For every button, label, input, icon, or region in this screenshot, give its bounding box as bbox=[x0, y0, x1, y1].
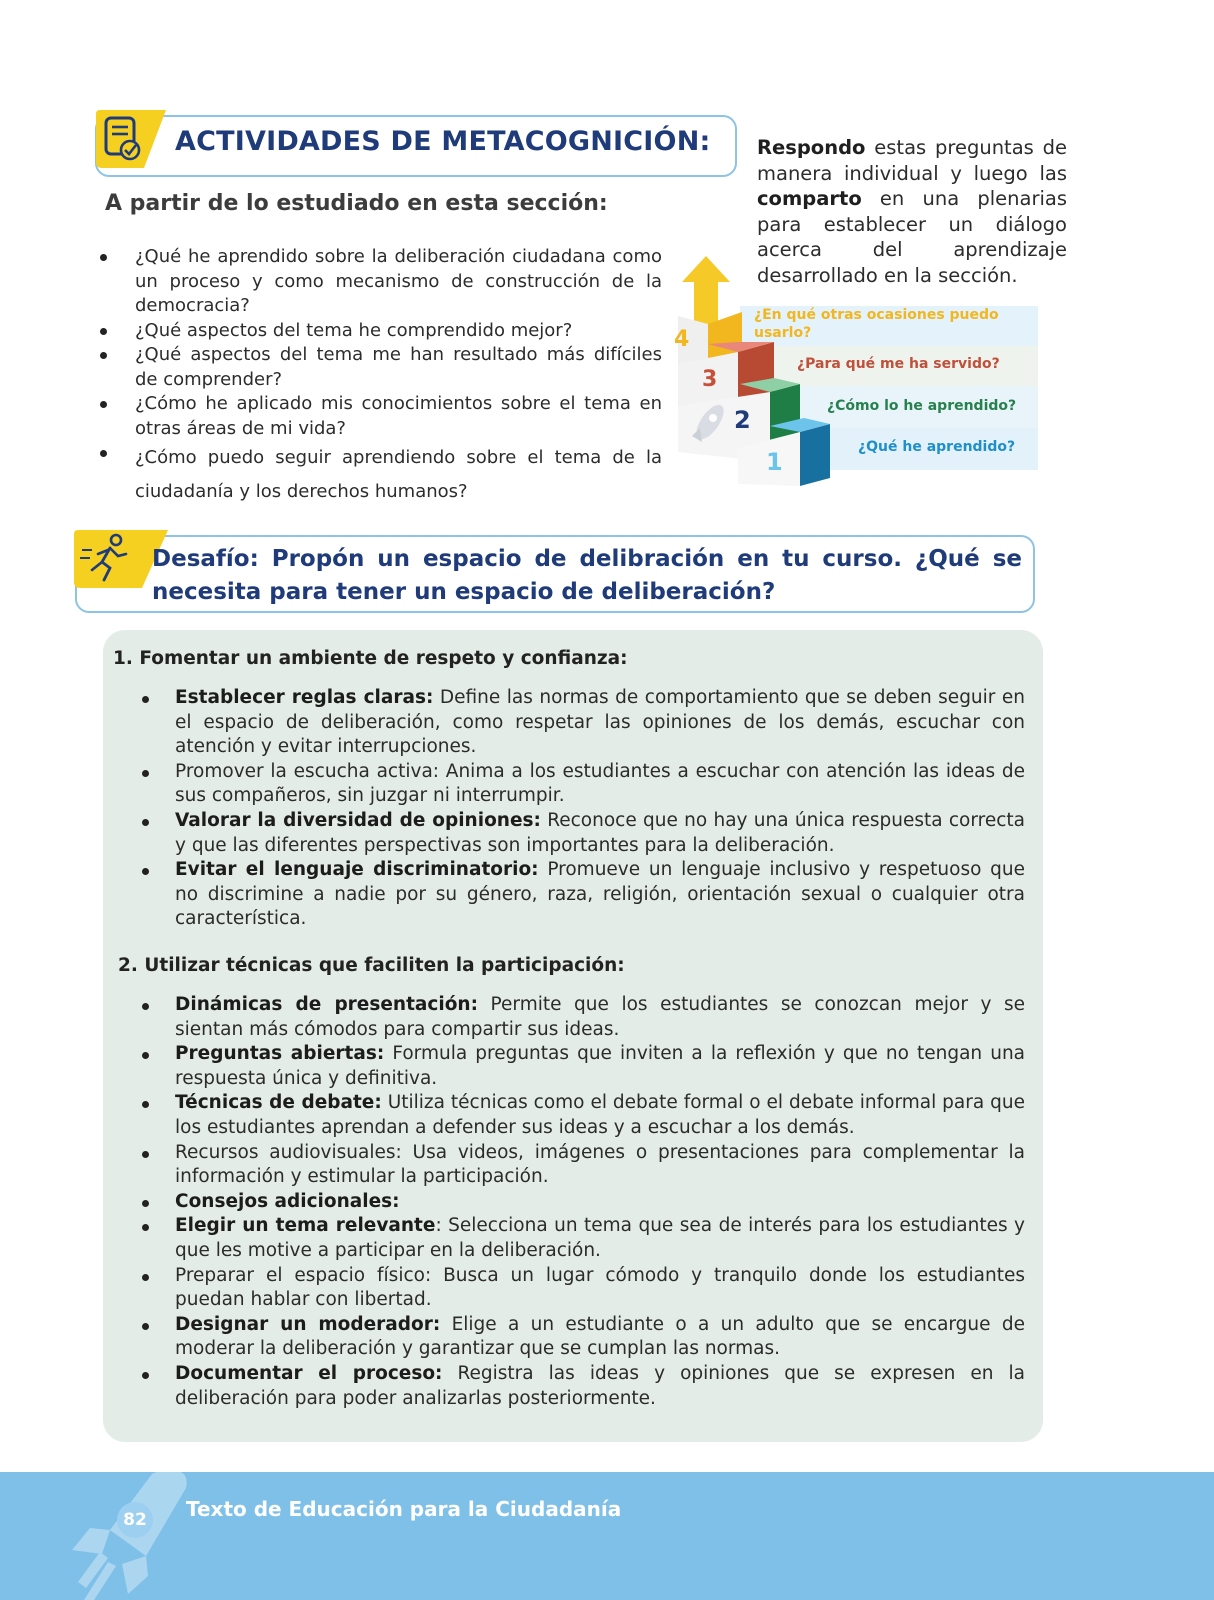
section-heading: 2. Utilizar técnicas que faciliten la participación: bbox=[118, 955, 625, 976]
checklist-icon bbox=[92, 108, 168, 170]
list-item: Consejos adicionales: bbox=[140, 1190, 1025, 1215]
metacognition-banner bbox=[95, 115, 737, 177]
list-item: Preparar el espacio físico: Busca un lugar cómodo y tranquilo donde los estudiantes puedan hablar con libertad. bbox=[140, 1264, 1025, 1313]
respondo-text-2: en una plenarias para establecer un diálogo acerca del aprendizaje desarrollado en la sección. bbox=[757, 187, 1067, 287]
list-item: Preguntas abiertas: Formula preguntas que inviten a la reflexión y que no tengan una respuesta única y definitiva. bbox=[140, 1042, 1025, 1091]
list-item: ¿Qué aspectos del tema he comprendido mejor? bbox=[100, 319, 662, 344]
list-item: Promover la escucha activa: Anima a los estudiantes a escuchar con atención las ideas de sus compañeros, sin juzgar ni interrumpir. bbox=[140, 760, 1025, 809]
list-item: Recursos audiovisuales: Usa videos, imágenes o presentaciones para complementar la información y estimular la participación. bbox=[140, 1141, 1025, 1190]
stair-question-1: ¿Qué he aprendido? bbox=[858, 439, 1016, 455]
respondo-text: estas preguntas de manera individual y luego las bbox=[757, 136, 1067, 185]
stair-question-3: ¿Para qué me ha servido? bbox=[797, 356, 1000, 372]
arrow-up-icon bbox=[682, 256, 730, 326]
rocket-icon bbox=[50, 1470, 190, 1600]
list-item: Documentar el proceso: Registra las ideas y opiniones que se expresen en la deliberación para poder analizarlas posteriormente. bbox=[140, 1362, 1025, 1411]
section-heading: 1. Fomentar un ambiente de respeto y confianza: bbox=[113, 648, 628, 669]
list-item: Elegir un tema relevante: Selecciona un tema que sea de interés para los estudiantes y que les motive a participar en la deliberación. bbox=[140, 1214, 1025, 1263]
list-item: Evitar el lenguaje discriminatorio: Promueve un lenguaje inclusivo y respetuoso que no discrimine a nadie por su género, raza, religión, orientación sexual o cualquier otra característica. bbox=[140, 858, 1025, 932]
stair-question-4: ¿En qué otras ocasiones puedo usarlo? bbox=[754, 307, 999, 341]
learning-stairs-illustration bbox=[674, 256, 1038, 496]
list-item: Designar un moderador: Elige a un estudiante o a un adulto que se encargue de moderar la deliberación y garantizar que se cumplan las normas. bbox=[140, 1313, 1025, 1362]
respondo-bold: Respondo bbox=[757, 136, 866, 159]
step-number: 4 bbox=[674, 327, 690, 352]
list-item: ¿Qué he aprendido sobre la deliberación ciudadana como un proceso y como mecanismo de construcción de la democracia? bbox=[100, 245, 662, 319]
list-item: ¿Cómo he aplicado mis conocimientos sobre el tema en otras áreas de mi vida? bbox=[100, 392, 662, 441]
list-item: Establecer reglas claras: Define las normas de comportamiento que se deben seguir en el espacio de deliberación, como respetar las opiniones de los demás, escuchar con atención y evitar interrupciones. bbox=[140, 686, 1025, 760]
comparto-bold: comparto bbox=[757, 187, 862, 211]
footer-title: Texto de Educación para la Ciudadanía bbox=[186, 1497, 622, 1521]
section2-list bbox=[140, 993, 1025, 1411]
challenge-text: Desafío: Propón un espacio de delibración en tu curso. ¿Qué se necesita para tener un espacio de deliberación? bbox=[152, 546, 1022, 605]
page-number: 82 bbox=[117, 1502, 153, 1538]
metacognition-subtitle: A partir de lo estudiado en esta sección: bbox=[105, 191, 608, 216]
list-item: Dinámicas de presentación: Permite que los estudiantes se conozcan mejor y se sientan más cómodos para compartir sus ideas. bbox=[140, 993, 1025, 1042]
step-number: 2 bbox=[734, 406, 751, 434]
list-item: ¿Cómo puedo seguir aprendiendo sobre el tema de la ciudadanía y los derechos humanos? bbox=[100, 441, 662, 509]
list-item: Valorar la diversidad de opiniones: Reconoce que no hay una única respuesta correcta y que las diferentes perspectivas son importantes para la deliberación. bbox=[140, 809, 1025, 858]
list-item: ¿Qué aspectos del tema me han resultado más difíciles de comprender? bbox=[100, 343, 662, 392]
step-number: 3 bbox=[702, 367, 718, 392]
section1-list bbox=[140, 686, 1025, 932]
metacognition-questions bbox=[100, 245, 662, 509]
metacognition-title: ACTIVIDADES DE METACOGNICIÓN: bbox=[175, 126, 711, 157]
list-item: Técnicas de debate: Utiliza técnicas como el debate formal o el debate informal para que los estudiantes aprendan a defender sus ideas y a escuchar a los demás. bbox=[140, 1091, 1025, 1140]
step-number: 1 bbox=[766, 448, 783, 476]
runner-icon bbox=[70, 528, 146, 590]
stair-question-2: ¿Cómo lo he aprendido? bbox=[827, 398, 1017, 414]
